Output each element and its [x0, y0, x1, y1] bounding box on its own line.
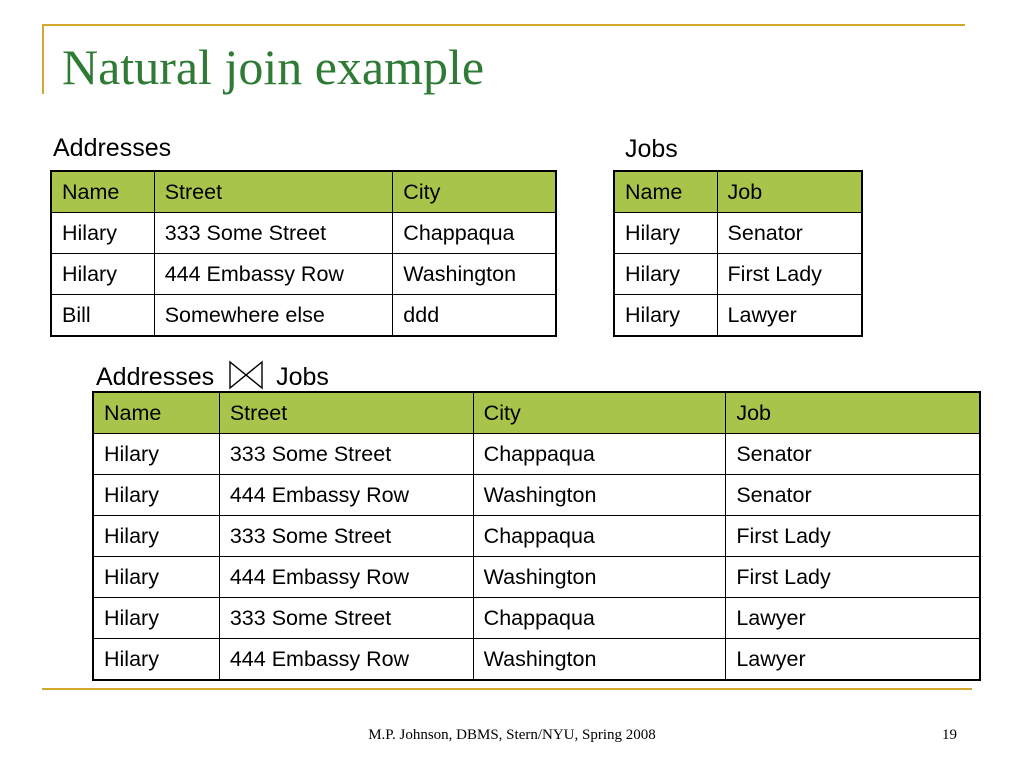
table-cell: Hilary: [94, 434, 220, 475]
column-header: Street: [219, 393, 473, 434]
table-cell: 444 Embassy Row: [219, 639, 473, 680]
column-header: Name: [52, 172, 155, 213]
table-row: [52, 295, 556, 336]
column-header: Street: [154, 172, 393, 213]
top-rule: [42, 24, 965, 26]
bowtie-join-icon: [228, 360, 264, 390]
table-cell: Somewhere else: [154, 295, 393, 336]
table-cell: Hilary: [94, 557, 220, 598]
table-cell: Hilary: [94, 516, 220, 557]
addresses-table: [51, 171, 556, 336]
table-header-row: [615, 172, 862, 213]
column-header: Job: [717, 172, 861, 213]
table-cell: Hilary: [615, 213, 718, 254]
table-cell: Senator: [726, 475, 980, 516]
table-cell: Bill: [52, 295, 155, 336]
table-cell: 333 Some Street: [219, 598, 473, 639]
table-cell: Hilary: [615, 254, 718, 295]
table-row: [94, 598, 980, 639]
table-cell: Hilary: [52, 254, 155, 295]
table-row: [94, 434, 980, 475]
join-right-label: Jobs: [276, 363, 329, 391]
table-cell: 444 Embassy Row: [219, 475, 473, 516]
table-row: [615, 254, 862, 295]
table-row: [52, 213, 556, 254]
column-header: City: [473, 393, 726, 434]
table-cell: Washington: [393, 254, 556, 295]
table-header-row: [94, 393, 980, 434]
table-cell: First Lady: [717, 254, 861, 295]
addresses-label: Addresses: [53, 134, 172, 162]
table-row: [94, 516, 980, 557]
table-row: [615, 295, 862, 336]
table-cell: Washington: [473, 475, 726, 516]
table-cell: Hilary: [52, 213, 155, 254]
page-number: 19: [942, 727, 957, 743]
left-rule: [42, 24, 44, 94]
table-cell: Washington: [473, 639, 726, 680]
table-cell: 333 Some Street: [219, 516, 473, 557]
table-cell: Hilary: [615, 295, 718, 336]
table-cell: 444 Embassy Row: [219, 557, 473, 598]
table-cell: Senator: [726, 434, 980, 475]
table-header-row: [52, 172, 556, 213]
table-cell: Lawyer: [726, 598, 980, 639]
table-cell: Chappaqua: [393, 213, 556, 254]
table-cell: Chappaqua: [473, 434, 726, 475]
column-header: City: [393, 172, 556, 213]
table-row: [94, 557, 980, 598]
jobs-table: [614, 171, 862, 336]
table-cell: 444 Embassy Row: [154, 254, 393, 295]
table-cell: 333 Some Street: [154, 213, 393, 254]
table-row: [94, 639, 980, 680]
column-header: Name: [615, 172, 718, 213]
join-left-label: Addresses: [96, 363, 215, 391]
table-row: [94, 475, 980, 516]
join-result-table: [93, 392, 980, 680]
table-cell: Hilary: [94, 639, 220, 680]
table-cell: Washington: [473, 557, 726, 598]
table-cell: Lawyer: [726, 639, 980, 680]
column-header: Job: [726, 393, 980, 434]
table-row: [52, 254, 556, 295]
table-cell: Lawyer: [717, 295, 861, 336]
bottom-rule: [42, 688, 972, 690]
jobs-label: Jobs: [625, 135, 678, 163]
slide-footer: M.P. Johnson, DBMS, Stern/NYU, Spring 2008: [368, 727, 656, 743]
table-cell: First Lady: [726, 557, 980, 598]
table-cell: Senator: [717, 213, 861, 254]
table-cell: Hilary: [94, 598, 220, 639]
column-header: Name: [94, 393, 220, 434]
table-row: [615, 213, 862, 254]
table-cell: Chappaqua: [473, 598, 726, 639]
join-expression: [96, 360, 329, 390]
slide-title: Natural join example: [62, 39, 485, 95]
table-cell: 333 Some Street: [219, 434, 473, 475]
table-cell: Chappaqua: [473, 516, 726, 557]
table-cell: ddd: [393, 295, 556, 336]
table-cell: First Lady: [726, 516, 980, 557]
table-cell: Hilary: [94, 475, 220, 516]
